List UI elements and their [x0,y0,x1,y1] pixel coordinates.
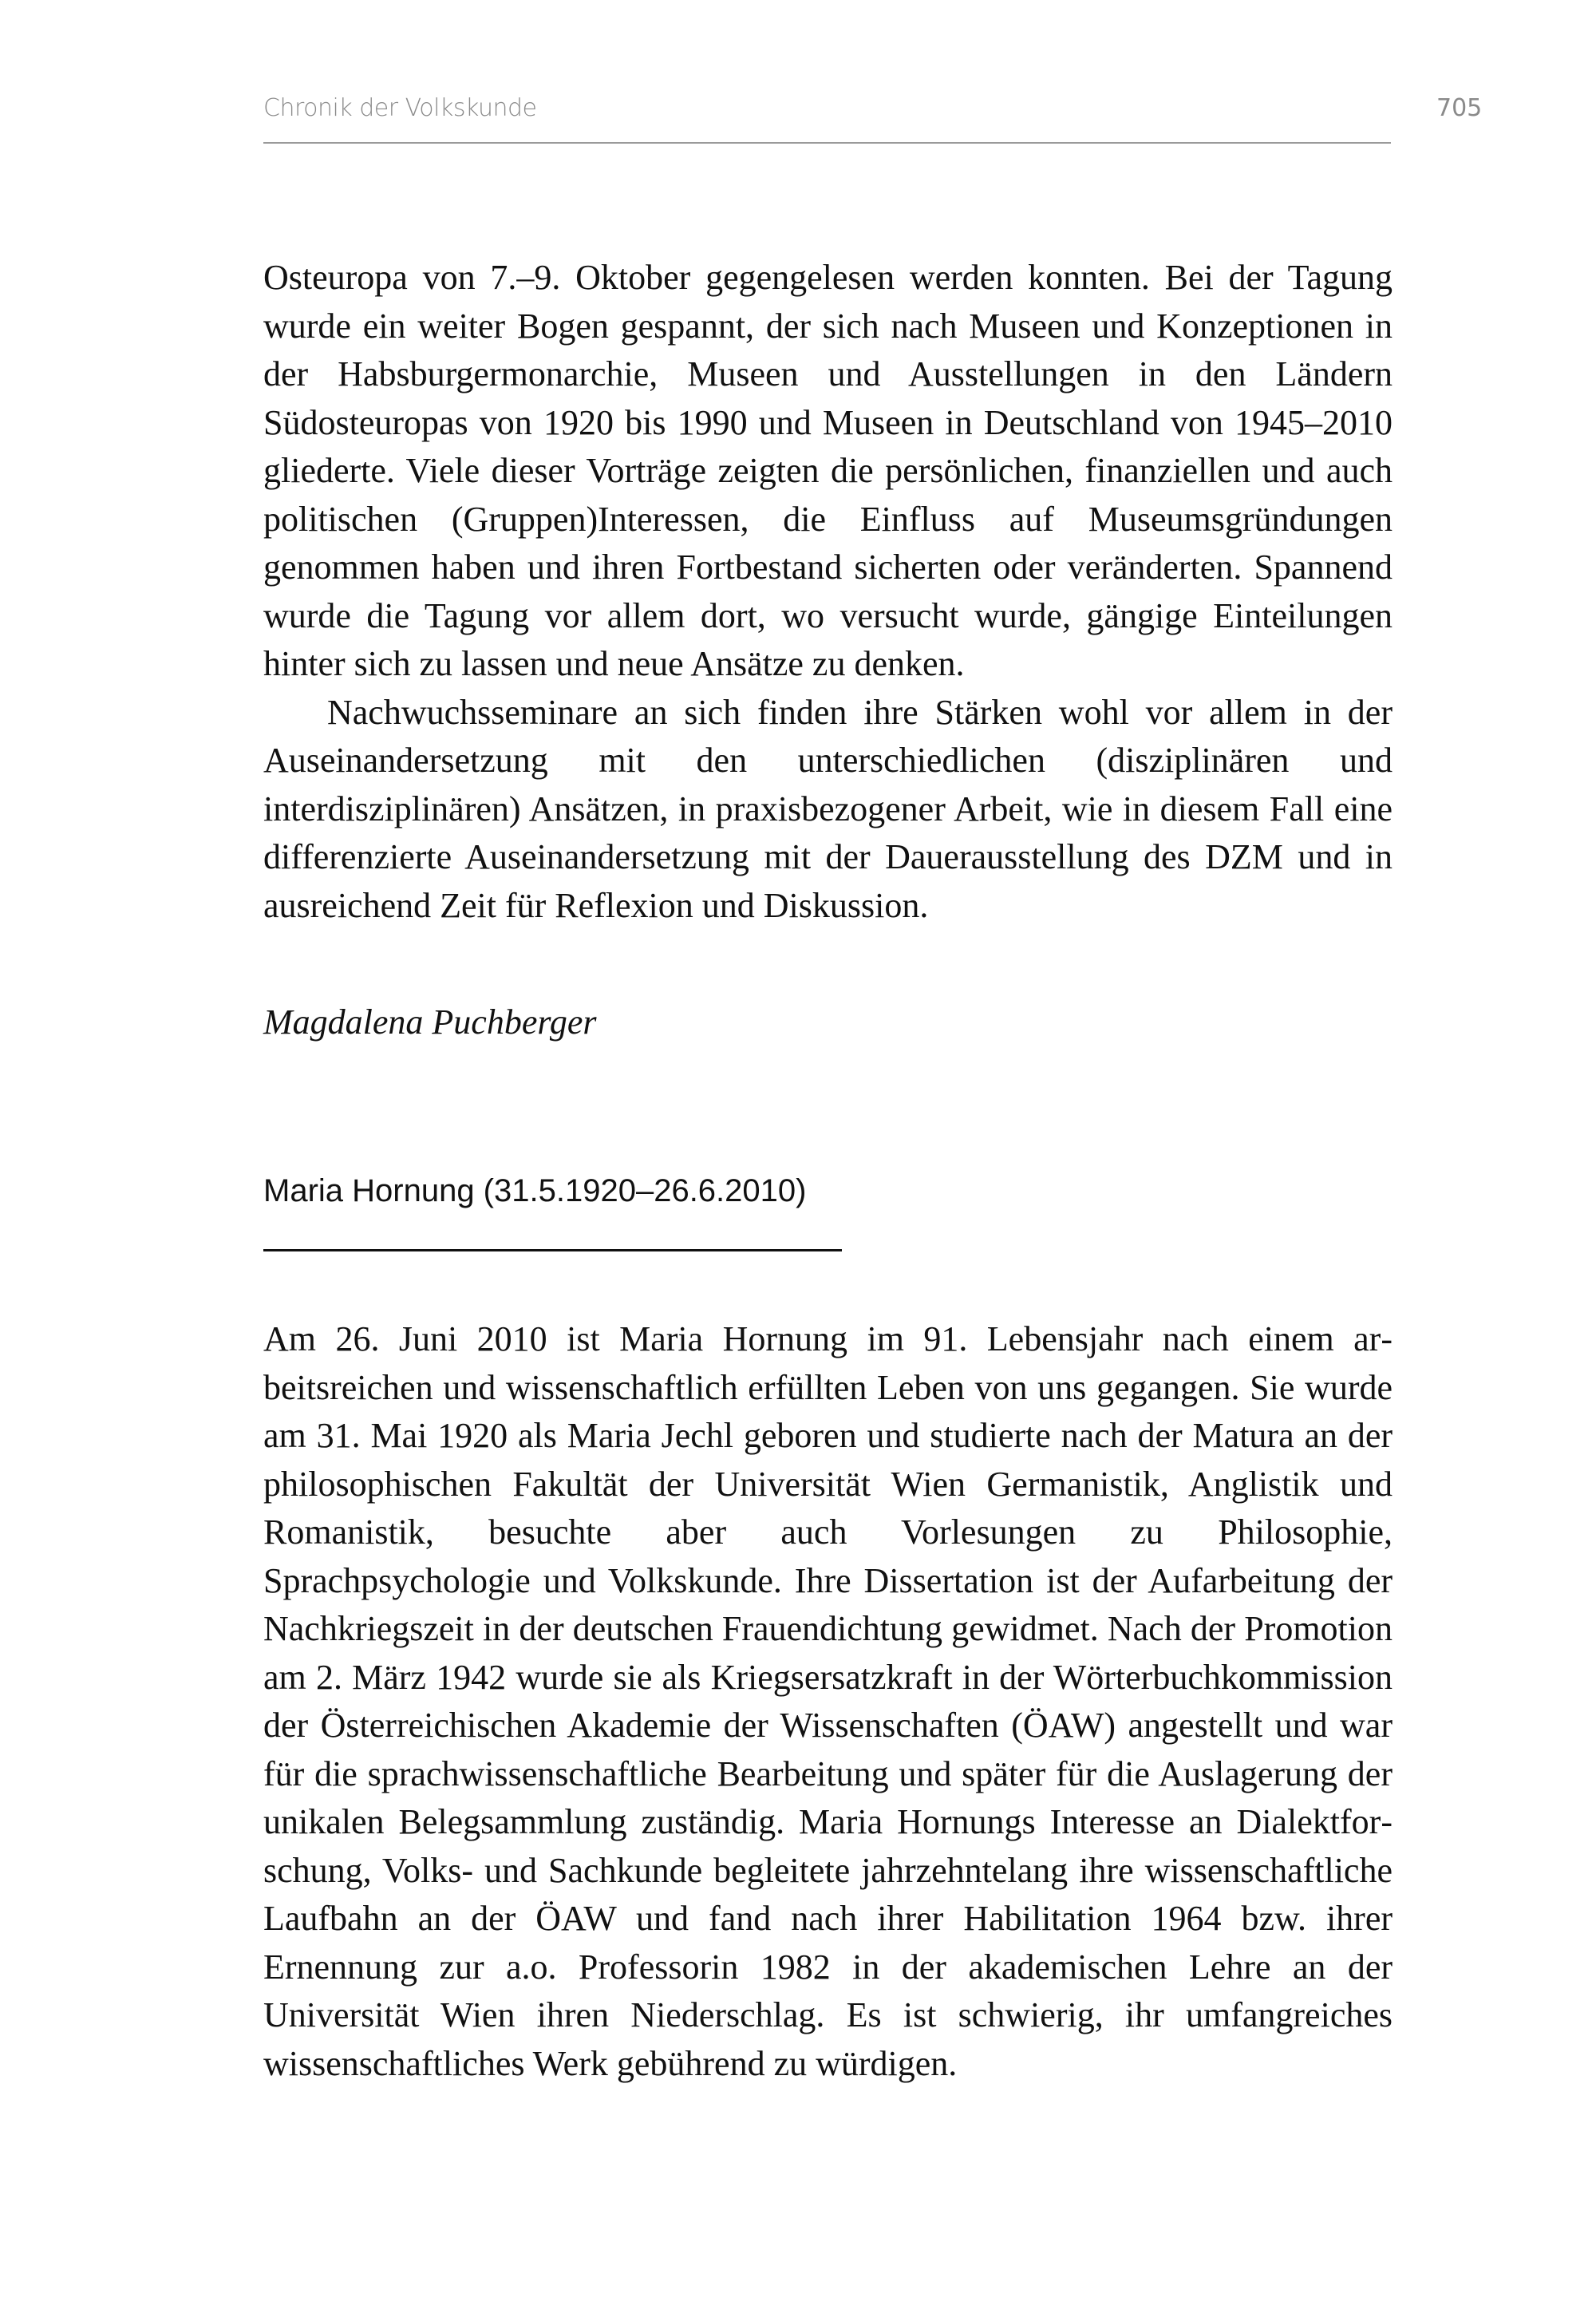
obituary-paragraph: Am 26. Juni 2010 ist Maria Hornung im 91. Lebensjahr nach einem arbeitsreichen und wissenschaftlich erfüllten Leben von uns gegangen. Sie wurde am 31. Mai 1920 als Maria Jechl geboren und studierte nach der Matura an der philosophischen Fakultät der Universität Wien Germanistik, Anglistik und Romanistik, besuchte aber auch Vorlesungen zu Philosophie, Sprachpsychologie und Volkskunde. Ihre Dissertation ist der Aufarbeitung der Nachkriegszeit in der deutschen Frauendichtung gewidmet. Nach der Promotion am 2. März 1942 wurde sie als Kriegsersatzkraft in der Wörterbuchkommission der Österreichischen Akademie der Wissenschaften (ÖAW) angestellt und war für die sprachwissenschaftliche Bearbeitung und später für die Auslagerung der unikalen Belegsammlung zuständig. Maria Hornungs Interesse an Dialektforschung, Volks- und Sachkunde begleitete jahrzehntelang ihre wissenschaftliche Laufbahn an der ÖAW und fand nach ihrer Habilitation 1964 bzw. ihrer Ernennung zur a.o. Professorin 1982 in der akademischen Lehre an der Universität Wien ihren Niederschlag. Es ist schwierig, ihr umfangreiches wissenschaftliches Werk gebührend zu würdigen. [263,1319,1393,2083]
report-paragraph: Nachwuchsseminare an sich finden ihre Stärken wohl vor allem in der Auseinandersetzung mit den unterschiedlichen (disziplinären und interdisziplinären) Ansätzen, in praxisbezogener Arbeit, wie in diesem Fall eine differenzierte Auseinandersetzung mit der Dauerausstellung des DZM und in ausreichend Zeit für Reflexion und Diskussion. [263,692,1393,925]
header-divider [263,142,1391,144]
conference-report-text [263,254,1393,930]
report-paragraph: Osteuropa von 7.–9. Oktober gegengelesen werden konnten. Bei der Tagung wurde ein weiter Bogen gespannt, der sich nach Museen und Konzeptionen in der Habsburgermonarchie, Museen und Ausstellungen in den Ländern Südosteuropas von 1920 bis 1990 und Museen in Deutschland von 1945–2010 gliederte. Viele dieser Vorträge zeigten die persönlichen, finanziellen und auch politischen (Gruppen)Interessen, die Einfluss auf Museumsgründungen genommen haben und ihren Fortbestand sicherten oder veränderten. Spannend wurde die Tagung vor allem dort, wo versucht wurde, gängige Einteilungen hinter sich zu lassen und neue Ansätze zu denken. [263,258,1393,683]
page-number: 705 [1436,94,1483,122]
obituary-heading: Maria Hornung (31.5.1920–26.6.2010) [263,1173,807,1208]
obituary-text [263,1315,1393,2088]
heading-divider [263,1249,842,1251]
author-signature: Magdalena Puchberger [263,1002,597,1042]
running-head-title: Chronik der Volkskunde [263,94,537,122]
